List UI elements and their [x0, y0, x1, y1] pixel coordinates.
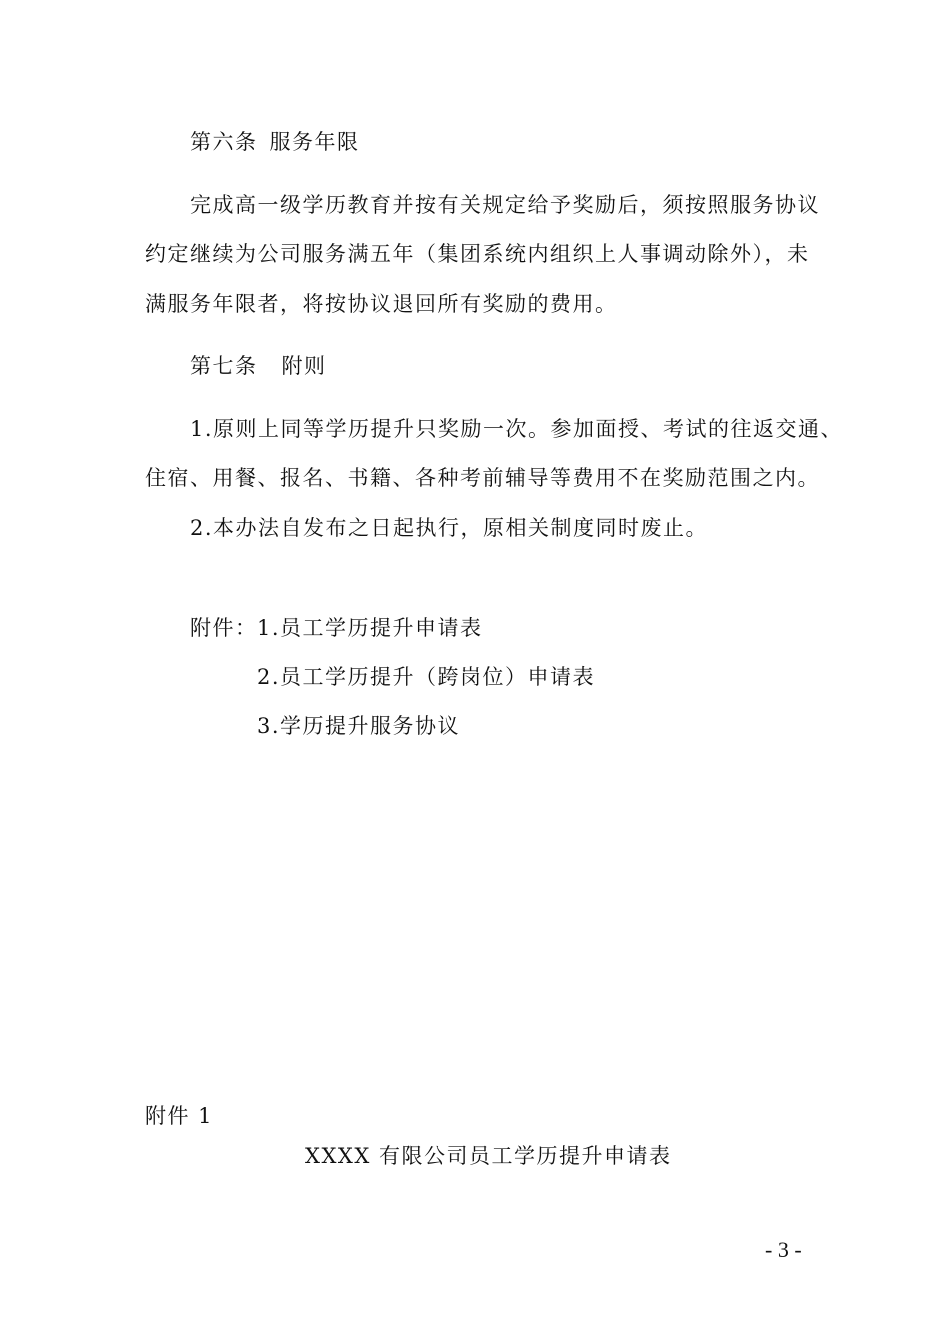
article7-heading	[190, 352, 327, 380]
article7-number: 第七条	[190, 354, 258, 378]
appendix-title: XXXX 有限公司员工学历提升申请表	[305, 1144, 672, 1168]
article7-item1-line-1: 1.原则上同等学历提升只奖励一次。参加面授、考试的往返交通、	[190, 417, 844, 441]
article7-title: 附则	[281, 354, 327, 378]
article6-number: 第六条	[190, 130, 258, 154]
attachment-item-3: 3.学历提升服务协议	[257, 714, 461, 738]
article7-item2: 2.本办法自发布之日起执行，原相关制度同时废止。	[190, 516, 709, 540]
article6-paragraph-line-1: 完成高一级学历教育并按有关规定给予奖励后，须按照服务协议	[190, 193, 820, 217]
page-number: - 3 -	[765, 1237, 802, 1262]
article6-heading	[190, 128, 360, 156]
attachments-label: 附件：	[190, 616, 258, 640]
article7-item1-line-2: 住宿、用餐、报名、书籍、各种考前辅导等费用不在奖励范围之内。	[145, 466, 820, 490]
attachment-item-2: 2.员工学历提升（跨岗位）申请表	[257, 665, 596, 689]
article6-paragraph-line-3: 满服务年限者，将按协议退回所有奖励的费用。	[145, 292, 618, 316]
article6-paragraph-line-2: 约定继续为公司服务满五年（集团系统内组织上人事调动除外），未	[145, 242, 810, 266]
appendix-label: 附件 1	[145, 1104, 214, 1128]
attachment-item-1: 1.员工学历提升申请表	[257, 616, 483, 640]
article6-title: 服务年限	[269, 130, 360, 154]
